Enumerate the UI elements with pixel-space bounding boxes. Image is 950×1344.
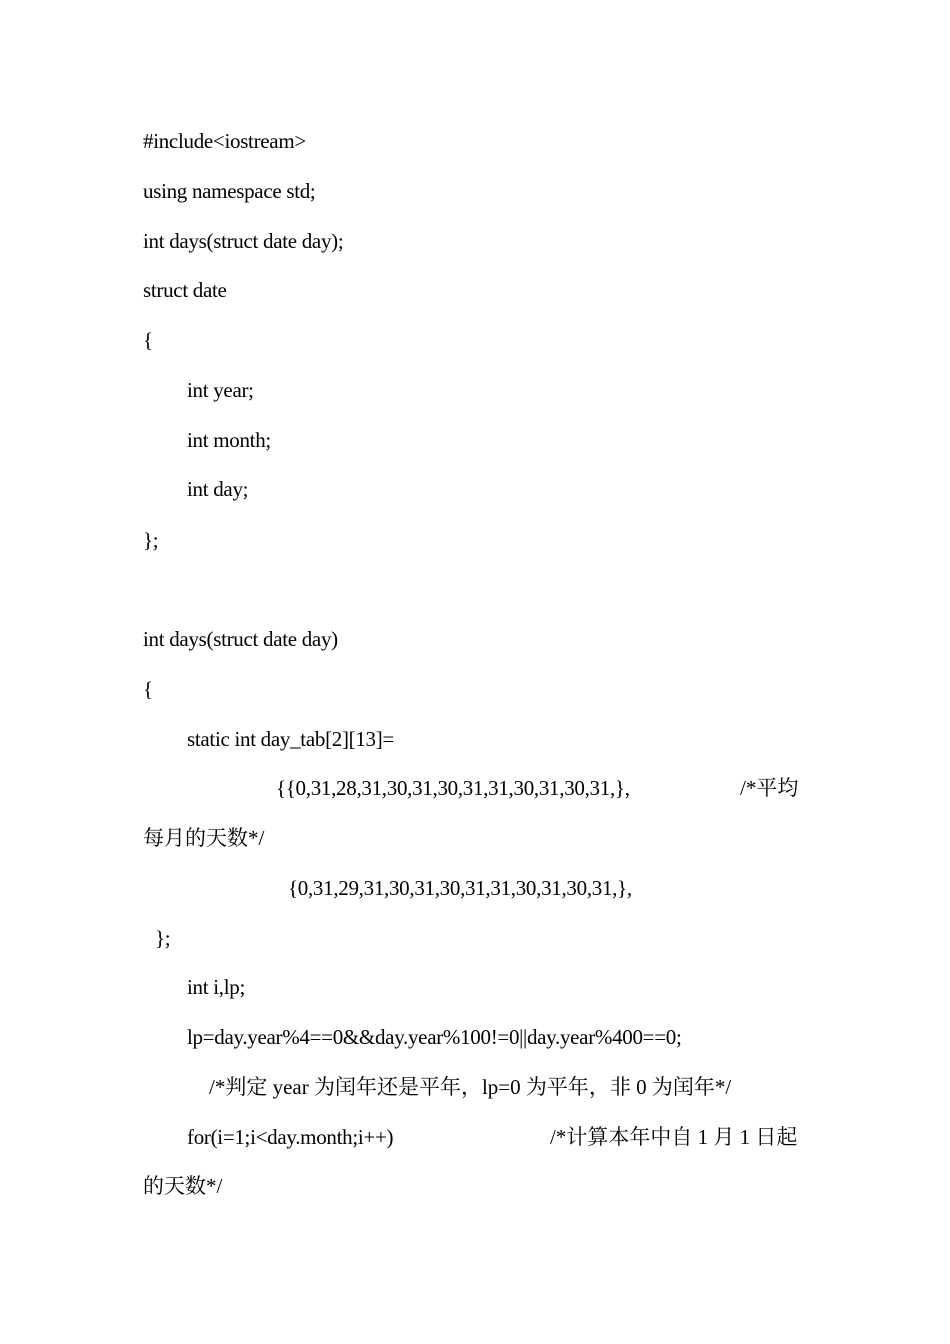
code-comment: 的天数*/: [143, 1174, 223, 1198]
code-line: {0,31,29,31,30,31,30,31,31,30,31,30,31,},: [288, 876, 632, 900]
code-line: int i,lp;: [187, 975, 245, 999]
code-line: int day;: [187, 477, 249, 501]
code-line: int days(struct date day): [143, 627, 338, 651]
code-comment: /*判定 year 为闰年还是平年，lp=0 为平年，非 0 为闰年*/: [209, 1075, 732, 1099]
code-line: #include<iostream>: [143, 129, 306, 153]
code-comment: 每月的天数*/: [143, 826, 265, 850]
code-line: int days(struct date day);: [143, 229, 344, 253]
code-line: };: [155, 926, 171, 950]
code-line: int year;: [187, 378, 254, 402]
code-line: int month;: [187, 428, 271, 452]
code-line: for(i=1;i<day.month;i++): [187, 1125, 394, 1149]
code-line: static int day_tab[2][13]=: [187, 727, 394, 751]
code-comment: /*计算本年中自 1 月 1 日起: [550, 1125, 798, 1149]
code-line: {: [143, 328, 153, 352]
code-line: {{0,31,28,31,30,31,30,31,31,30,31,30,31,},: [276, 776, 630, 800]
code-comment: /*平均: [740, 776, 799, 800]
code-line: struct date: [143, 278, 227, 302]
code-line: using namespace std;: [143, 179, 316, 203]
code-line: };: [143, 528, 159, 552]
code-line: lp=day.year%4==0&&day.year%100!=0||day.year%400==0;: [187, 1025, 682, 1049]
code-line: {: [143, 677, 153, 701]
